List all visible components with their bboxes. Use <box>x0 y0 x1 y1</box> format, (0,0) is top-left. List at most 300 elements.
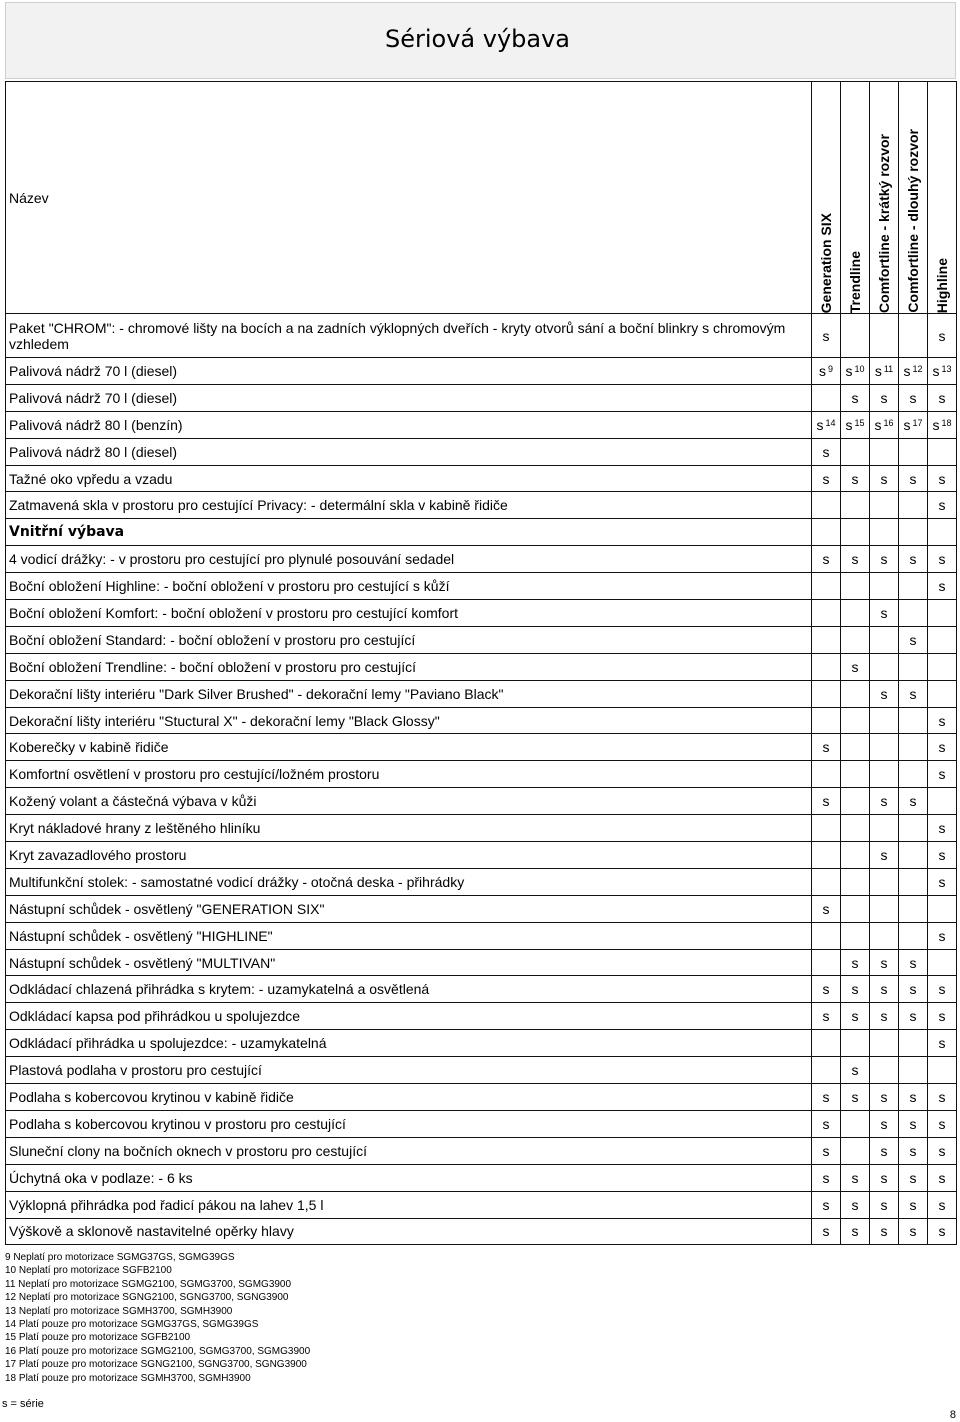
page-title: Sériová výbava <box>384 25 570 53</box>
value-cell <box>812 707 841 734</box>
value-cell <box>928 976 957 1003</box>
footnote: 13 Neplatí pro motorizace SGMH3700, SGMH3900 <box>5 1305 233 1317</box>
value-mark: s <box>938 470 946 487</box>
value-cell <box>841 895 870 922</box>
value-cell <box>841 546 870 573</box>
value-cell <box>928 1137 957 1164</box>
value-cell <box>899 734 928 761</box>
value-cell <box>812 788 841 815</box>
value-mark: s <box>938 1196 946 1213</box>
value-cell <box>841 1003 870 1030</box>
footnote: 18 Platí pouze pro motorizace SGMH3700, SGMH3900 <box>5 1372 251 1384</box>
value-cell <box>870 492 899 519</box>
value-cell <box>841 1057 870 1084</box>
footnote-ref: 17 <box>912 417 923 428</box>
value-cell <box>841 465 870 492</box>
value-mark: s <box>909 1115 917 1132</box>
row-name: Kožený volant a částečná výbava v kůži <box>6 788 812 815</box>
footnote: 10 Neplatí pro motorizace SGFB2100 <box>5 1265 172 1277</box>
row-name: Palivová nádrž 80 l (diesel) <box>6 438 812 465</box>
value-cell <box>928 600 957 627</box>
value-cell <box>812 1191 841 1218</box>
value-cell <box>812 465 841 492</box>
row-name: Sluneční clony na bočních oknech v prostoru pro cestující <box>6 1137 812 1164</box>
value-cell <box>928 922 957 949</box>
value-mark: s <box>880 793 888 810</box>
value-mark: s <box>938 1115 946 1132</box>
value-mark: s <box>822 1008 830 1025</box>
value-mark: s <box>880 1223 888 1240</box>
table-row <box>6 707 957 734</box>
value-cell <box>841 815 870 842</box>
footnote: 16 Platí pouze pro motorizace SGMG2100, SGMG3700, SGMG3900 <box>5 1345 311 1357</box>
column-header-trendline <box>841 82 870 314</box>
table-row <box>6 573 957 600</box>
value-cell <box>812 438 841 465</box>
value-cell <box>899 842 928 869</box>
value-cell <box>899 1084 928 1111</box>
value-cell <box>812 573 841 600</box>
value-mark: s <box>938 389 946 406</box>
value-cell <box>899 895 928 922</box>
value-cell <box>841 949 870 976</box>
value-cell <box>812 1218 841 1245</box>
row-name: 4 vodicí drážky: - v prostoru pro cestující pro plynulé posouvání sedadel <box>6 546 812 573</box>
row-name: Boční obložení Trendline: - boční obložení v prostoru pro cestující <box>6 653 812 680</box>
value-cell <box>928 842 957 869</box>
value-cell <box>899 1030 928 1057</box>
value-mark: s <box>909 551 917 568</box>
page-number: 8 <box>949 1409 956 1421</box>
value-mark: s <box>822 1142 830 1159</box>
value-cell <box>928 707 957 734</box>
value-cell <box>841 438 870 465</box>
table-row <box>6 384 957 411</box>
value-mark: s <box>938 873 946 890</box>
value-mark: s <box>909 685 917 702</box>
table-row <box>6 949 957 976</box>
value-cell <box>899 1003 928 1030</box>
value-mark: s <box>818 362 826 379</box>
value-mark: s <box>909 631 917 648</box>
value-cell <box>812 1084 841 1111</box>
value-mark: s <box>880 1008 888 1025</box>
value-mark: s <box>851 1062 859 1079</box>
column-header-label: Generation SIX <box>818 212 834 313</box>
value-mark: s <box>880 1115 888 1132</box>
table-row <box>6 1003 957 1030</box>
column-header-generation-six <box>812 82 841 314</box>
value-cell <box>841 1164 870 1191</box>
value-cell <box>870 788 899 815</box>
table-row <box>6 976 957 1003</box>
value-cell <box>841 358 870 385</box>
row-name: Komfortní osvětlení v prostoru pro cestující/ložném prostoru <box>6 761 812 788</box>
value-cell <box>870 314 899 358</box>
row-name: Odkládací kapsa pod přihrádkou u spolujezdce <box>6 1003 812 1030</box>
row-name: Výklopná přihrádka pod řadicí pákou na lahev 1,5 l <box>6 1191 812 1218</box>
row-name: Podlaha s kobercovou krytinou v kabině řidiče <box>6 1084 812 1111</box>
table-row <box>6 438 957 465</box>
value-cell <box>928 761 957 788</box>
value-cell <box>928 734 957 761</box>
value-cell <box>899 707 928 734</box>
value-cell <box>928 1003 957 1030</box>
table-row <box>6 734 957 761</box>
value-mark: s <box>851 954 859 971</box>
value-mark: s <box>851 658 859 675</box>
value-cell <box>812 1164 841 1191</box>
value-mark: s <box>880 389 888 406</box>
value-cell <box>928 573 957 600</box>
value-mark: s <box>822 551 830 568</box>
value-mark: s <box>909 1008 917 1025</box>
value-mark: s <box>822 739 830 756</box>
value-mark: s <box>851 1088 859 1105</box>
value-cell <box>928 868 957 895</box>
value-cell <box>928 1084 957 1111</box>
equipment-table-body <box>6 82 957 1245</box>
value-cell <box>928 314 957 358</box>
row-name: Kryt zavazadlového prostoru <box>6 842 812 869</box>
row-name: Palivová nádrž 80 l (benzín) <box>6 411 812 438</box>
value-mark: s <box>880 685 888 702</box>
table-row <box>6 842 957 869</box>
value-cell <box>812 653 841 680</box>
value-mark: s <box>909 1196 917 1213</box>
value-mark: s <box>938 981 946 998</box>
table-row <box>6 788 957 815</box>
row-name: Palivová nádrž 70 l (diesel) <box>6 358 812 385</box>
value-mark: s <box>932 362 940 379</box>
value-cell <box>928 626 957 653</box>
value-cell <box>870 815 899 842</box>
value-cell <box>899 761 928 788</box>
row-name: Nástupní schůdek - osvětlený "HIGHLINE" <box>6 922 812 949</box>
value-cell <box>928 1191 957 1218</box>
table-row <box>6 653 957 680</box>
value-cell <box>870 465 899 492</box>
value-mark: s <box>822 443 830 460</box>
value-mark: s <box>874 362 882 379</box>
value-mark: s <box>851 1008 859 1025</box>
value-mark: s <box>903 416 911 433</box>
value-cell <box>870 761 899 788</box>
value-cell <box>899 1218 928 1245</box>
value-cell <box>812 1030 841 1057</box>
value-mark: s <box>938 1169 946 1186</box>
value-cell <box>899 815 928 842</box>
table-row <box>6 546 957 573</box>
row-name: Úchytná oka v podlaze: - 6 ks <box>6 1164 812 1191</box>
value-cell <box>928 519 957 546</box>
row-name: Nástupní schůdek - osvětlený "MULTIVAN" <box>6 949 812 976</box>
table-row <box>6 922 957 949</box>
value-cell <box>899 1057 928 1084</box>
value-mark: s <box>845 362 853 379</box>
value-mark: s <box>909 389 917 406</box>
value-mark: s <box>938 927 946 944</box>
table-row <box>6 680 957 707</box>
value-cell <box>812 600 841 627</box>
row-name: Boční obložení Standard: - boční obložení v prostoru pro cestující <box>6 626 812 653</box>
row-name: Multifunkční stolek: - samostatné vodicí drážky - otočná deska - přihrádky <box>6 868 812 895</box>
value-mark: s <box>822 900 830 917</box>
value-mark: s <box>909 470 917 487</box>
value-mark: s <box>938 551 946 568</box>
footnote-ref: 15 <box>854 417 865 428</box>
value-cell <box>841 707 870 734</box>
value-cell <box>812 1003 841 1030</box>
table-row <box>6 492 957 519</box>
value-mark: s <box>880 551 888 568</box>
value-cell <box>928 465 957 492</box>
value-cell <box>899 1191 928 1218</box>
value-cell <box>899 384 928 411</box>
footnote: 15 Platí pouze pro motorizace SGFB2100 <box>5 1332 191 1344</box>
table-row <box>6 1218 957 1245</box>
value-cell <box>899 1137 928 1164</box>
footnote-ref: 13 <box>941 363 952 374</box>
value-cell <box>812 626 841 653</box>
table-row <box>6 411 957 438</box>
value-mark: s <box>851 389 859 406</box>
value-mark: s <box>851 470 859 487</box>
row-name: Odkládací přihrádka u spolujezdce: - uzamykatelná <box>6 1030 812 1057</box>
value-mark: s <box>822 1196 830 1213</box>
value-mark: s <box>909 1088 917 1105</box>
value-cell <box>870 1030 899 1057</box>
value-mark: s <box>938 766 946 783</box>
value-cell <box>841 519 870 546</box>
value-cell <box>928 1110 957 1137</box>
column-header-label: Highline <box>934 257 950 313</box>
value-cell <box>928 1218 957 1245</box>
table-row <box>6 761 957 788</box>
row-name: Dekorační lišty interiéru "Dark Silver Brushed" - dekorační lemy "Paviano Black" <box>6 680 812 707</box>
value-mark: s <box>874 416 882 433</box>
row-name: Podlaha s kobercovou krytinou v prostoru pro cestující <box>6 1110 812 1137</box>
value-cell <box>928 680 957 707</box>
value-mark: s <box>880 981 888 998</box>
value-cell <box>812 358 841 385</box>
value-mark: s <box>851 551 859 568</box>
value-cell <box>870 546 899 573</box>
value-cell <box>870 1003 899 1030</box>
footnotes <box>5 1251 310 1385</box>
title-box <box>5 2 956 79</box>
value-cell <box>841 653 870 680</box>
value-cell <box>899 976 928 1003</box>
value-cell <box>899 949 928 976</box>
value-cell <box>928 358 957 385</box>
value-cell <box>812 842 841 869</box>
value-cell <box>870 1191 899 1218</box>
table-row <box>6 815 957 842</box>
table-row <box>6 626 957 653</box>
footnote-ref: 12 <box>912 363 923 374</box>
table-row <box>6 1030 957 1057</box>
footnote-ref: 10 <box>854 363 865 374</box>
value-cell <box>841 1137 870 1164</box>
footnote: 9 Neplatí pro motorizace SGMG37GS, SGMG39GS <box>5 1252 235 1263</box>
value-cell <box>928 1030 957 1057</box>
value-cell <box>928 384 957 411</box>
row-name: Plastová podlaha v prostoru pro cestující <box>6 1057 812 1084</box>
column-header-comfortline-long <box>899 82 928 314</box>
value-cell <box>841 680 870 707</box>
value-cell <box>812 734 841 761</box>
value-mark: s <box>909 793 917 810</box>
column-header-comfortline-short <box>870 82 899 314</box>
value-mark: s <box>909 1169 917 1186</box>
value-cell <box>841 1110 870 1137</box>
value-mark: s <box>880 470 888 487</box>
value-cell <box>841 492 870 519</box>
value-cell <box>841 1218 870 1245</box>
value-cell <box>928 895 957 922</box>
table-row <box>6 1057 957 1084</box>
value-cell <box>812 895 841 922</box>
value-cell <box>812 922 841 949</box>
value-cell <box>812 949 841 976</box>
value-cell <box>870 1084 899 1111</box>
value-cell <box>870 573 899 600</box>
value-cell <box>870 922 899 949</box>
value-cell <box>899 492 928 519</box>
value-mark: s <box>822 1223 830 1240</box>
value-mark: s <box>851 1169 859 1186</box>
section-row <box>6 519 957 546</box>
value-cell <box>841 788 870 815</box>
value-mark: s <box>909 954 917 971</box>
column-header-name: Název <box>6 82 812 314</box>
value-cell <box>870 1057 899 1084</box>
value-mark: s <box>880 604 888 621</box>
row-name: Koberečky v kabině řidiče <box>6 734 812 761</box>
value-mark: s <box>822 1169 830 1186</box>
value-cell <box>841 411 870 438</box>
value-cell <box>928 815 957 842</box>
value-cell <box>899 411 928 438</box>
value-mark: s <box>880 954 888 971</box>
value-mark: s <box>903 362 911 379</box>
value-cell <box>812 492 841 519</box>
value-cell <box>841 384 870 411</box>
value-mark: s <box>938 497 946 514</box>
value-cell <box>870 707 899 734</box>
value-mark: s <box>938 739 946 756</box>
value-mark: s <box>938 846 946 863</box>
value-mark: s <box>938 1008 946 1025</box>
value-cell <box>899 653 928 680</box>
value-cell <box>841 600 870 627</box>
value-mark: s <box>909 1142 917 1159</box>
value-mark: s <box>880 1088 888 1105</box>
value-mark: s <box>880 1142 888 1159</box>
value-mark: s <box>851 1196 859 1213</box>
value-cell <box>841 1030 870 1057</box>
value-cell <box>870 949 899 976</box>
footnote: 12 Neplatí pro motorizace SGNG2100, SGNG3700, SGNG3900 <box>5 1292 289 1304</box>
value-mark: s <box>822 327 830 344</box>
table-row <box>6 1164 957 1191</box>
row-name: Tažné oko vpředu a vzadu <box>6 465 812 492</box>
value-cell <box>841 573 870 600</box>
value-mark: s <box>938 327 946 344</box>
value-cell <box>812 976 841 1003</box>
value-cell <box>870 384 899 411</box>
value-cell <box>928 546 957 573</box>
value-cell <box>870 1218 899 1245</box>
value-cell <box>928 411 957 438</box>
value-mark: s <box>938 820 946 837</box>
value-cell <box>899 680 928 707</box>
column-header-label: Trendline <box>847 250 863 313</box>
footnote-ref: 16 <box>883 417 894 428</box>
value-cell <box>812 1110 841 1137</box>
value-cell <box>812 815 841 842</box>
table-row <box>6 600 957 627</box>
value-cell <box>841 1191 870 1218</box>
value-mark: s <box>932 416 940 433</box>
value-cell <box>870 895 899 922</box>
value-mark: s <box>909 981 917 998</box>
value-mark: s <box>822 981 830 998</box>
row-name: Boční obložení Highline: - boční obložení v prostoru pro cestující s kůží <box>6 573 812 600</box>
row-name: Paket "CHROM": - chromové lišty na bocích a na zadních výklopných dveřích - kryty otvorů sání a boční blinkry s chromovým vzhledem <box>6 314 812 358</box>
value-cell <box>870 519 899 546</box>
value-cell <box>841 842 870 869</box>
value-cell <box>812 680 841 707</box>
value-cell <box>899 438 928 465</box>
value-mark: s <box>851 1223 859 1240</box>
value-cell <box>928 1164 957 1191</box>
column-header-label: Comfortline - dlouhý rozvor <box>905 129 921 313</box>
value-cell <box>899 868 928 895</box>
row-name: Nástupní schůdek - osvětlený "GENERATION SIX" <box>6 895 812 922</box>
value-mark: s <box>938 578 946 595</box>
value-cell <box>899 519 928 546</box>
value-mark: s <box>822 793 830 810</box>
value-mark: s <box>816 416 824 433</box>
value-cell <box>812 1137 841 1164</box>
row-name: Odkládací chlazená přihrádka s krytem: - uzamykatelná a osvětlená <box>6 976 812 1003</box>
value-cell <box>899 573 928 600</box>
value-cell <box>870 868 899 895</box>
value-mark: s <box>851 981 859 998</box>
value-mark: s <box>938 1035 946 1052</box>
value-mark: s <box>909 1223 917 1240</box>
section-title: Vnitřní výbava <box>6 519 812 546</box>
value-mark: s <box>880 1196 888 1213</box>
value-cell <box>899 788 928 815</box>
value-cell <box>899 626 928 653</box>
value-mark: s <box>880 846 888 863</box>
value-cell <box>928 492 957 519</box>
value-cell <box>870 1137 899 1164</box>
value-cell <box>870 438 899 465</box>
row-name: Zatmavená skla v prostoru pro cestující Privacy: - determální skla v kabině řidiče <box>6 492 812 519</box>
footnote-ref: 18 <box>941 417 952 428</box>
value-cell <box>928 438 957 465</box>
value-cell <box>870 653 899 680</box>
value-cell <box>870 1164 899 1191</box>
value-cell <box>899 358 928 385</box>
row-name: Boční obložení Komfort: - boční obložení v prostoru pro cestující komfort <box>6 600 812 627</box>
value-cell <box>812 546 841 573</box>
footnote: 17 Platí pouze pro motorizace SGNG2100, SGNG3700, SGNG3900 <box>5 1359 307 1371</box>
